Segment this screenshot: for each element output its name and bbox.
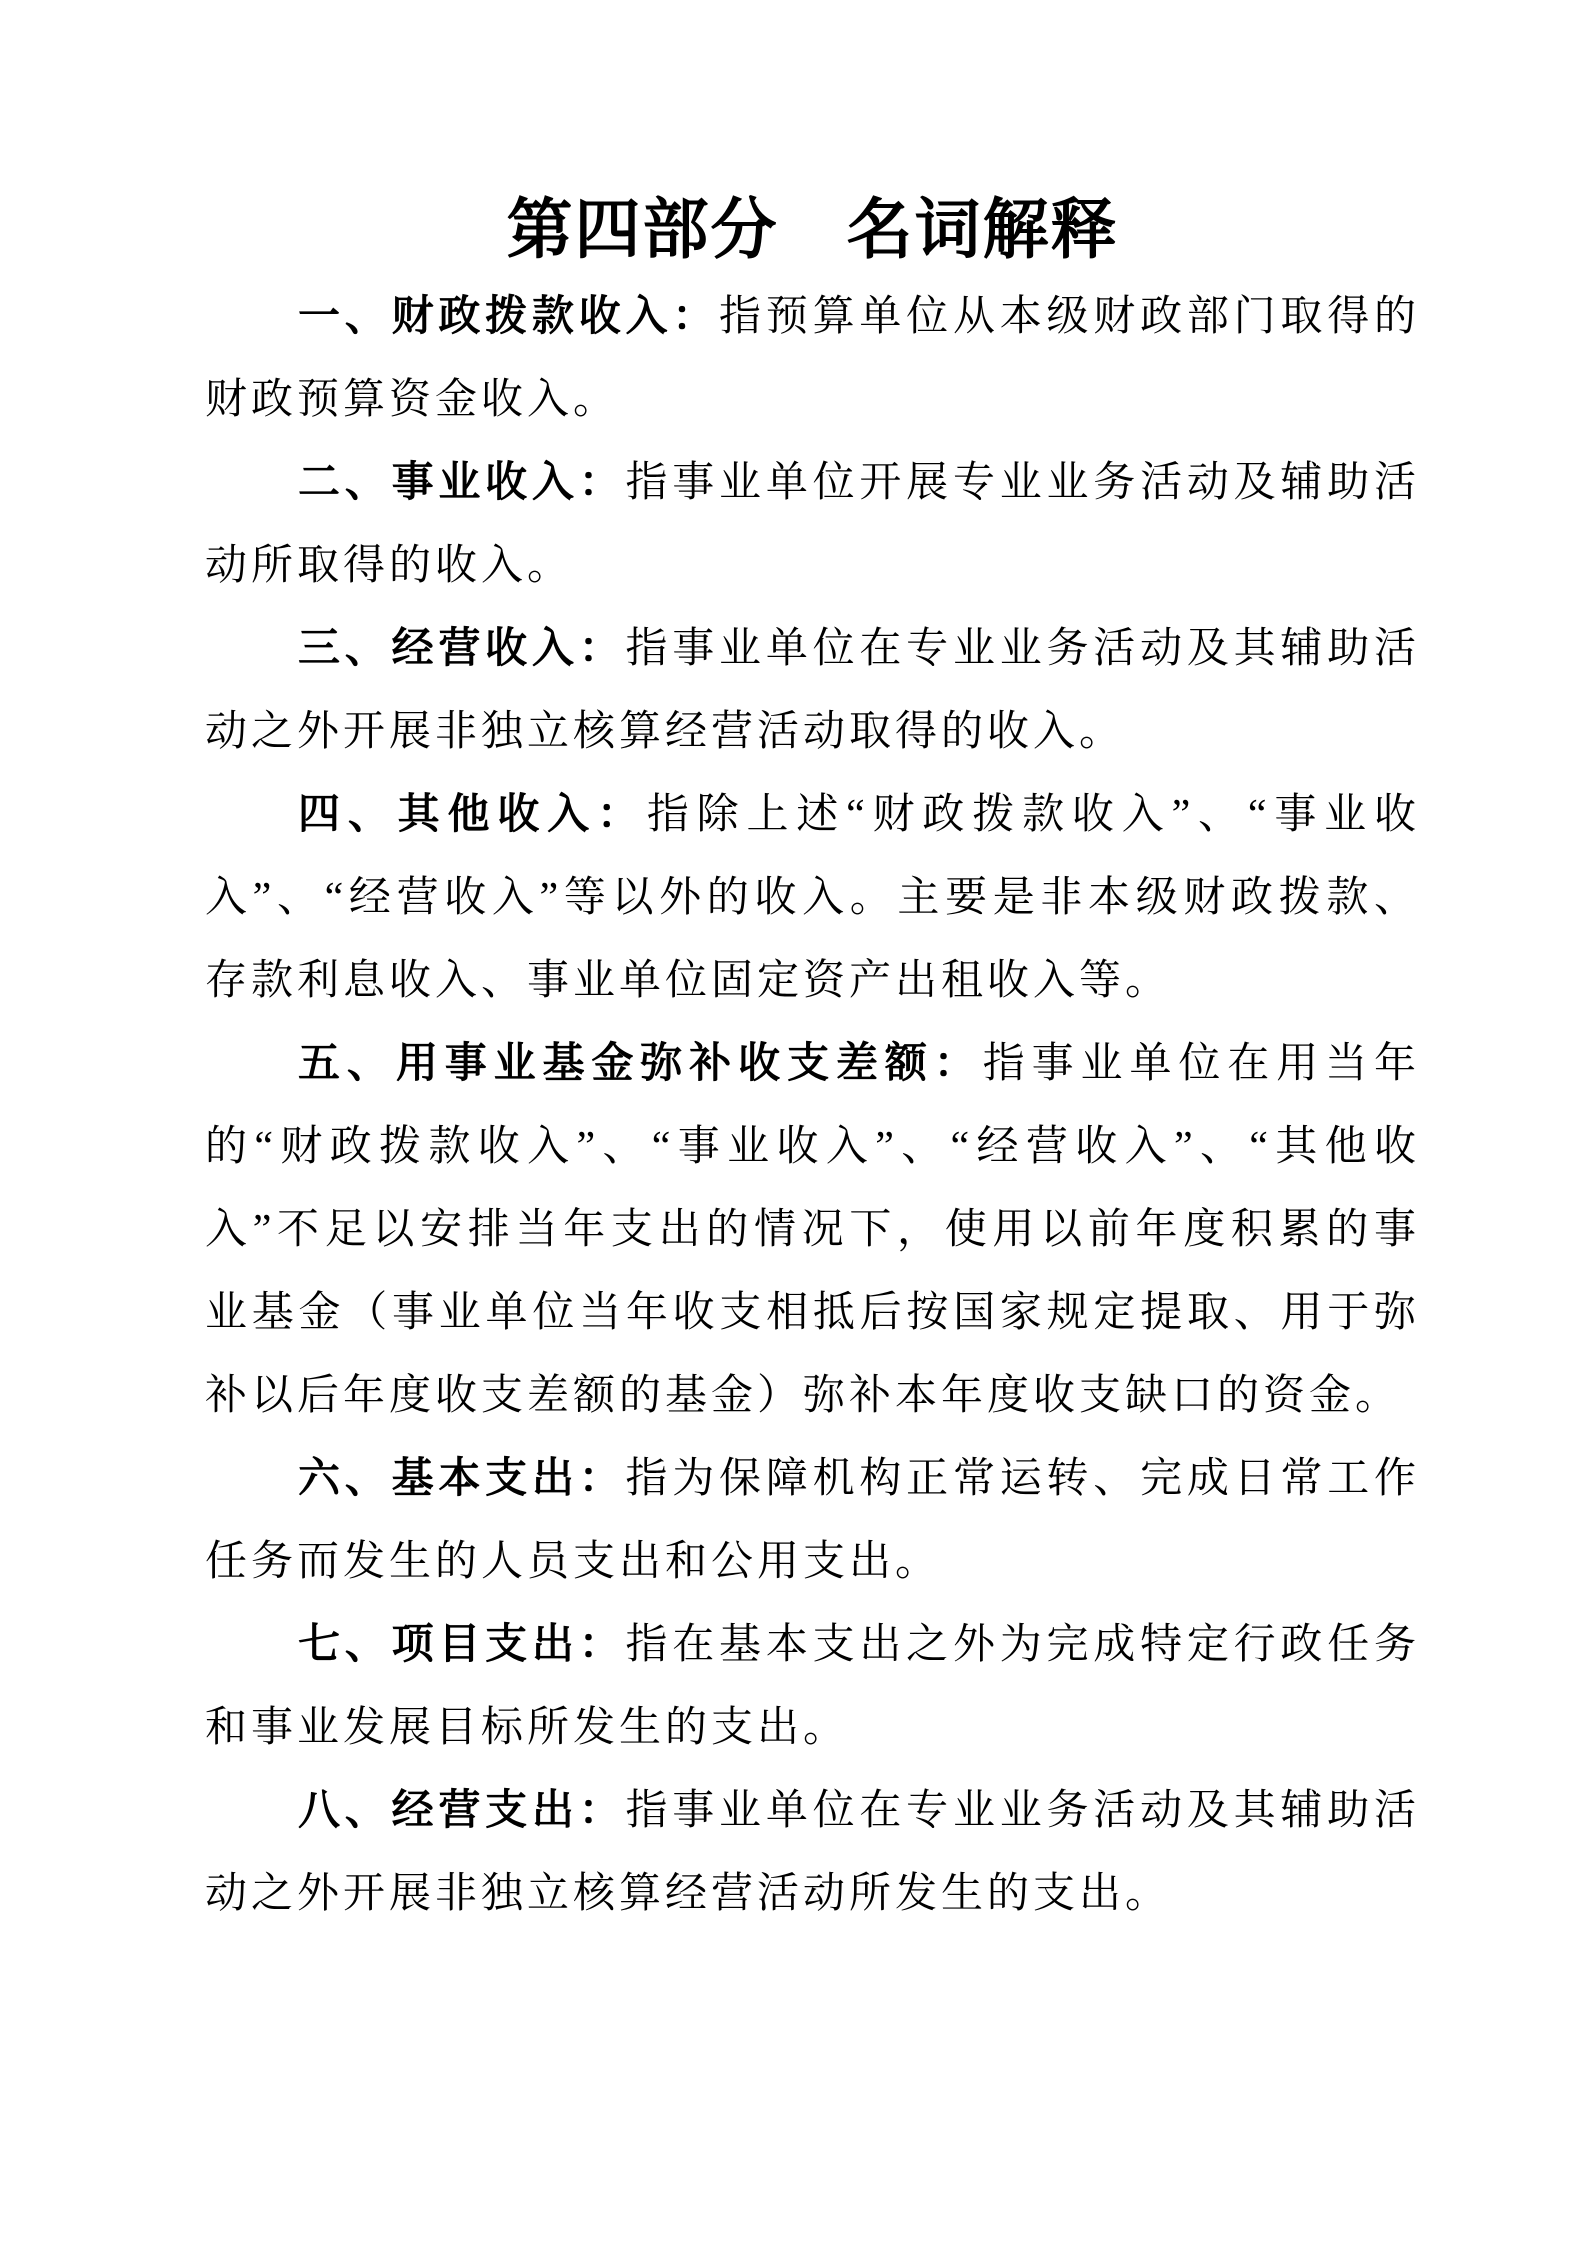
definition-text: 指事业单位在专业业务活动及其辅助活动之外开展非独立核算经营活动取得的收入。	[205, 626, 1420, 755]
definition-text: 指除上述“财政拨款收入”、“事业收入”、“经营收入”等以外的收入。主要是非本级财政拨款、存款利息收入、事业单位固定资产出租收入等。	[205, 792, 1420, 1004]
term-label: 二、事业收入：	[298, 460, 626, 506]
definition-text: 指在基本支出之外为完成特定行政任务和事业发展目标所发生的支出。	[205, 1622, 1420, 1751]
definition-paragraph-6	[205, 1438, 1420, 1604]
term-label: 八、经营支出：	[298, 1788, 626, 1834]
definition-paragraph-4	[205, 774, 1420, 1023]
definition-text: 指事业单位开展专业业务活动及辅助活动所取得的收入。	[205, 460, 1420, 589]
term-label: 五、用事业基金弥补收支差额：	[298, 1041, 983, 1087]
definition-text: 指事业单位在用当年的“财政拨款收入”、“事业收入”、“经营收入”、“其他收入”不足以安排当年支出的情况下，使用以前年度积累的事业基金（事业单位当年收支相抵后按国家规定提取、用于弥补以后年度收支差额的基金）弥补本年度收支缺口的资金。	[205, 1041, 1420, 1419]
definition-text: 指为保障机构正常运转、完成日常工作任务而发生的人员支出和公用支出。	[205, 1456, 1420, 1585]
definition-paragraph-5	[205, 1023, 1420, 1438]
term-label: 一、财政拨款收入：	[298, 294, 720, 340]
page-title: 第四部分 名词解释	[506, 192, 1119, 266]
definition-text: 指预算单位从本级财政部门取得的财政预算资金收入。	[205, 294, 1420, 423]
term-label: 三、经营收入：	[298, 626, 626, 672]
definition-text: 指事业单位在专业业务活动及其辅助活动之外开展非独立核算经营活动所发生的支出。	[205, 1788, 1420, 1917]
definition-paragraph-7	[205, 1604, 1420, 1770]
definition-paragraph-1	[205, 276, 1420, 442]
definitions-list	[205, 276, 1420, 1936]
definition-paragraph-2	[205, 442, 1420, 608]
document-content	[205, 0, 1420, 1936]
term-label: 六、基本支出：	[298, 1456, 626, 1502]
definition-paragraph-3	[205, 608, 1420, 774]
term-label: 七、项目支出：	[298, 1622, 626, 1668]
term-label: 四、其他收入：	[298, 792, 647, 838]
definition-paragraph-8	[205, 1770, 1420, 1936]
